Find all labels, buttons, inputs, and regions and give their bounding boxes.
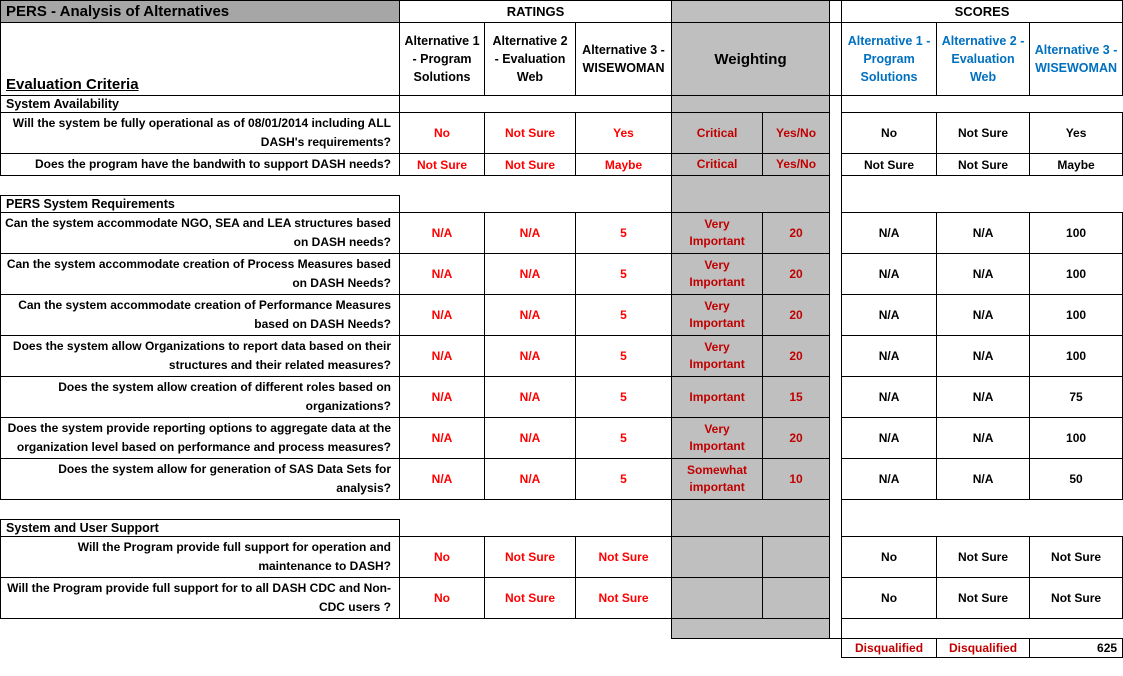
- spacer-cell: [842, 500, 937, 520]
- spacer-cell: [400, 176, 485, 196]
- score-cell: 100: [1030, 295, 1123, 336]
- score-cell: 50: [1030, 459, 1123, 500]
- score-result-cell: Disqualified: [937, 639, 1030, 658]
- spacer-cell: [1030, 619, 1123, 639]
- rating-cell: N/A: [485, 295, 576, 336]
- gap-cell: [830, 96, 842, 113]
- rating-cell: N/A: [485, 336, 576, 377]
- spacer-cell: [400, 639, 485, 658]
- rating-cell: Not Sure: [485, 113, 576, 154]
- spacer-cell: [576, 500, 672, 520]
- spacer-cell: [1, 639, 400, 658]
- rating-cell: Not Sure: [485, 578, 576, 619]
- rating-cell: N/A: [400, 254, 485, 295]
- rating-cell: No: [400, 113, 485, 154]
- spacer-cell: [842, 520, 937, 537]
- column-header-row: [1, 23, 1123, 96]
- spacer-cell: [576, 520, 672, 537]
- criteria-row: [1, 213, 1123, 254]
- score-cell: No: [842, 113, 937, 154]
- spacer-cell: [937, 96, 1030, 113]
- criteria-row: [1, 578, 1123, 619]
- gap-cell: [830, 176, 842, 196]
- gap-cell: [830, 537, 842, 578]
- rating-cell: No: [400, 537, 485, 578]
- score-cell: No: [842, 578, 937, 619]
- score-cell: N/A: [842, 336, 937, 377]
- gap-cell: [830, 113, 842, 154]
- weight-label-cell: Very Important: [672, 254, 763, 295]
- rating-cell: N/A: [400, 459, 485, 500]
- gap-cell: [830, 213, 842, 254]
- section-row: [1, 196, 1123, 213]
- spacer-cell: [937, 196, 1030, 213]
- rating-cell: N/A: [485, 459, 576, 500]
- score-cell: N/A: [937, 254, 1030, 295]
- rating-cell: N/A: [400, 377, 485, 418]
- score-cell: N/A: [937, 418, 1030, 459]
- score-cell: Maybe: [1030, 154, 1123, 176]
- score-cell: N/A: [937, 336, 1030, 377]
- score-cell: 100: [1030, 418, 1123, 459]
- rating-column-header-3: Alternative 3 - WISEWOMAN: [576, 23, 672, 96]
- rating-cell: N/A: [400, 336, 485, 377]
- spacer-cell: [937, 500, 1030, 520]
- spacer-cell: [576, 619, 672, 639]
- gap-cell: [830, 295, 842, 336]
- score-cell: N/A: [937, 295, 1030, 336]
- gap-cell: [830, 520, 842, 537]
- total-score-cell: 625: [1030, 639, 1123, 658]
- rating-column-header-1: Alternative 1 - Program Solutions: [400, 23, 485, 96]
- weight-label-cell: Important: [672, 377, 763, 418]
- gap-cell: [830, 1, 842, 23]
- criteria-cell: Does the system allow for generation of SAS Data Sets for analysis?: [1, 459, 400, 500]
- criteria-cell: Does the system allow creation of different roles based on organizations?: [1, 377, 400, 418]
- score-cell: N/A: [842, 254, 937, 295]
- rating-cell: 5: [576, 377, 672, 418]
- score-cell: N/A: [937, 459, 1030, 500]
- criteria-column-header: Evaluation Criteria: [1, 23, 400, 96]
- criteria-cell: Can the system accommodate creation of Process Measures based on DASH Needs?: [1, 254, 400, 295]
- spacer-cell: [842, 96, 937, 113]
- rating-cell: Not Sure: [400, 154, 485, 176]
- rating-cell: N/A: [485, 213, 576, 254]
- spacer-cell: [485, 96, 576, 113]
- gap-cell: [830, 377, 842, 418]
- score-cell: N/A: [937, 213, 1030, 254]
- rating-cell: N/A: [400, 295, 485, 336]
- criteria-cell: Will the Program provide full support for to all DASH CDC and Non-CDC users ?: [1, 578, 400, 619]
- spacer-cell: [842, 196, 937, 213]
- criteria-row: [1, 254, 1123, 295]
- score-cell: N/A: [937, 377, 1030, 418]
- weight-label-cell: Very Important: [672, 213, 763, 254]
- weight-label-cell: Very Important: [672, 336, 763, 377]
- spacer-cell: [1030, 196, 1123, 213]
- rating-cell: 5: [576, 295, 672, 336]
- rating-cell: N/A: [485, 254, 576, 295]
- weight-label-cell: Somewhat important: [672, 459, 763, 500]
- weight-value-cell: 20: [763, 213, 830, 254]
- criteria-row: [1, 377, 1123, 418]
- section-row: [1, 96, 1123, 113]
- gap-cell: [830, 500, 842, 520]
- weight-value-cell: 10: [763, 459, 830, 500]
- spacer-row: [1, 176, 1123, 196]
- weighting-column-fill: [672, 1, 830, 23]
- criteria-cell: Will the system be fully operational as of 08/01/2014 including ALL DASH's requirements?: [1, 113, 400, 154]
- spacer-cell: [576, 196, 672, 213]
- criteria-cell: Does the program have the bandwith to support DASH needs?: [1, 154, 400, 176]
- gap-cell: [830, 196, 842, 213]
- spacer-cell: [400, 196, 485, 213]
- gap-cell: [830, 154, 842, 176]
- score-column-header-3: Alternative 3 - WISEWOMAN: [1030, 23, 1123, 96]
- rating-cell: 5: [576, 418, 672, 459]
- weighting-column-fill: [672, 520, 830, 537]
- weight-value-cell: 20: [763, 418, 830, 459]
- weight-label-cell: [672, 537, 763, 578]
- criteria-row: [1, 336, 1123, 377]
- score-cell: 100: [1030, 213, 1123, 254]
- spacer-cell: [672, 639, 830, 658]
- score-column-header-1: Alternative 1 - Program Solutions: [842, 23, 937, 96]
- spacer-cell: [1030, 500, 1123, 520]
- rating-cell: Maybe: [576, 154, 672, 176]
- spacer-cell: [576, 96, 672, 113]
- score-cell: Not Sure: [842, 154, 937, 176]
- spacer-cell: [1030, 96, 1123, 113]
- weighting-column-header: Weighting: [672, 23, 830, 96]
- rating-cell: N/A: [400, 213, 485, 254]
- spacer-cell: [485, 619, 576, 639]
- score-cell: Not Sure: [937, 537, 1030, 578]
- weight-label-cell: Very Important: [672, 295, 763, 336]
- rating-cell: N/A: [485, 418, 576, 459]
- criteria-row: [1, 537, 1123, 578]
- rating-cell: Not Sure: [485, 537, 576, 578]
- weight-label-cell: Very Important: [672, 418, 763, 459]
- weight-value-cell: 15: [763, 377, 830, 418]
- rating-cell: Yes: [576, 113, 672, 154]
- spacer-cell: [1030, 176, 1123, 196]
- spacer-cell: [1030, 520, 1123, 537]
- spacer-cell: [937, 520, 1030, 537]
- score-cell: 75: [1030, 377, 1123, 418]
- weighting-column-fill: [672, 619, 830, 639]
- spacer-row: [1, 500, 1123, 520]
- criteria-cell: Can the system accommodate creation of Performance Measures based on DASH Needs?: [1, 295, 400, 336]
- weight-value-cell: Yes/No: [763, 113, 830, 154]
- rating-cell: N/A: [400, 418, 485, 459]
- score-result-cell: Disqualified: [842, 639, 937, 658]
- criteria-row: [1, 459, 1123, 500]
- weighting-column-fill: [672, 176, 830, 196]
- score-cell: No: [842, 537, 937, 578]
- criteria-row: [1, 154, 1123, 176]
- rating-cell: N/A: [485, 377, 576, 418]
- criteria-row: [1, 295, 1123, 336]
- spacer-cell: [485, 500, 576, 520]
- section-label: System and User Support: [1, 520, 400, 537]
- spacer-cell: [842, 619, 937, 639]
- section-label: System Availability: [1, 96, 400, 113]
- spacer-cell: [485, 176, 576, 196]
- spacer-cell: [937, 176, 1030, 196]
- criteria-cell: Will the Program provide full support for operation and maintenance to DASH?: [1, 537, 400, 578]
- spacer-cell: [937, 619, 1030, 639]
- score-cell: Not Sure: [1030, 537, 1123, 578]
- score-column-header-2: Alternative 2 - Evaluation Web: [937, 23, 1030, 96]
- weight-value-cell: [763, 537, 830, 578]
- totals-row: [1, 639, 1123, 658]
- weight-label-cell: Critical: [672, 113, 763, 154]
- score-cell: Not Sure: [937, 154, 1030, 176]
- gap-cell: [830, 254, 842, 295]
- score-cell: N/A: [842, 418, 937, 459]
- spacer-cell: [1, 500, 400, 520]
- spacer-cell: [1, 619, 400, 639]
- spacer-cell: [576, 639, 672, 658]
- spacer-cell: [485, 196, 576, 213]
- weighting-column-fill: [672, 500, 830, 520]
- score-cell: N/A: [842, 377, 937, 418]
- gap-cell: [830, 418, 842, 459]
- spacer-row: [1, 619, 1123, 639]
- rating-cell: Not Sure: [576, 578, 672, 619]
- section-row: [1, 520, 1123, 537]
- spacer-cell: [400, 520, 485, 537]
- score-cell: Not Sure: [937, 578, 1030, 619]
- spacer-cell: [1, 176, 400, 196]
- spacer-cell: [485, 639, 576, 658]
- score-cell: 100: [1030, 254, 1123, 295]
- ratings-group-header: RATINGS: [400, 1, 672, 23]
- weight-value-cell: 20: [763, 254, 830, 295]
- score-cell: N/A: [842, 213, 937, 254]
- gap-cell: [830, 336, 842, 377]
- spacer-cell: [400, 500, 485, 520]
- criteria-cell: Can the system accommodate NGO, SEA and LEA structures based on DASH needs?: [1, 213, 400, 254]
- gap-cell: [830, 639, 842, 658]
- spacer-cell: [576, 176, 672, 196]
- scores-group-header: SCORES: [842, 1, 1123, 23]
- rating-cell: 5: [576, 213, 672, 254]
- score-cell: Not Sure: [1030, 578, 1123, 619]
- weight-value-cell: Yes/No: [763, 154, 830, 176]
- group-header-row: [1, 1, 1123, 23]
- score-cell: Not Sure: [937, 113, 1030, 154]
- score-cell: 100: [1030, 336, 1123, 377]
- gap-cell: [830, 578, 842, 619]
- gap-cell: [830, 23, 842, 96]
- score-cell: Yes: [1030, 113, 1123, 154]
- rating-cell: Not Sure: [485, 154, 576, 176]
- weight-label-cell: [672, 578, 763, 619]
- weight-label-cell: Critical: [672, 154, 763, 176]
- score-cell: N/A: [842, 459, 937, 500]
- weight-value-cell: 20: [763, 336, 830, 377]
- rating-cell: Not Sure: [576, 537, 672, 578]
- rating-cell: 5: [576, 336, 672, 377]
- section-label: PERS System Requirements: [1, 196, 400, 213]
- spacer-cell: [485, 520, 576, 537]
- rating-cell: No: [400, 578, 485, 619]
- criteria-cell: Does the system allow Organizations to report data based on their structures and their related measures?: [1, 336, 400, 377]
- rating-column-header-2: Alternative 2 - Evaluation Web: [485, 23, 576, 96]
- weight-value-cell: [763, 578, 830, 619]
- spacer-cell: [400, 96, 485, 113]
- gap-cell: [830, 459, 842, 500]
- spacer-cell: [842, 176, 937, 196]
- criteria-row: [1, 418, 1123, 459]
- score-cell: N/A: [842, 295, 937, 336]
- weighting-column-fill: [672, 196, 830, 213]
- spacer-cell: [400, 619, 485, 639]
- criteria-row: [1, 113, 1123, 154]
- criteria-cell: Does the system provide reporting options to aggregate data at the organization level based on performance and process measures?: [1, 418, 400, 459]
- rating-cell: 5: [576, 459, 672, 500]
- weight-value-cell: 20: [763, 295, 830, 336]
- rating-cell: 5: [576, 254, 672, 295]
- gap-cell: [830, 619, 842, 639]
- page-title: PERS - Analysis of Alternatives: [1, 1, 400, 23]
- weighting-column-fill: [672, 96, 830, 113]
